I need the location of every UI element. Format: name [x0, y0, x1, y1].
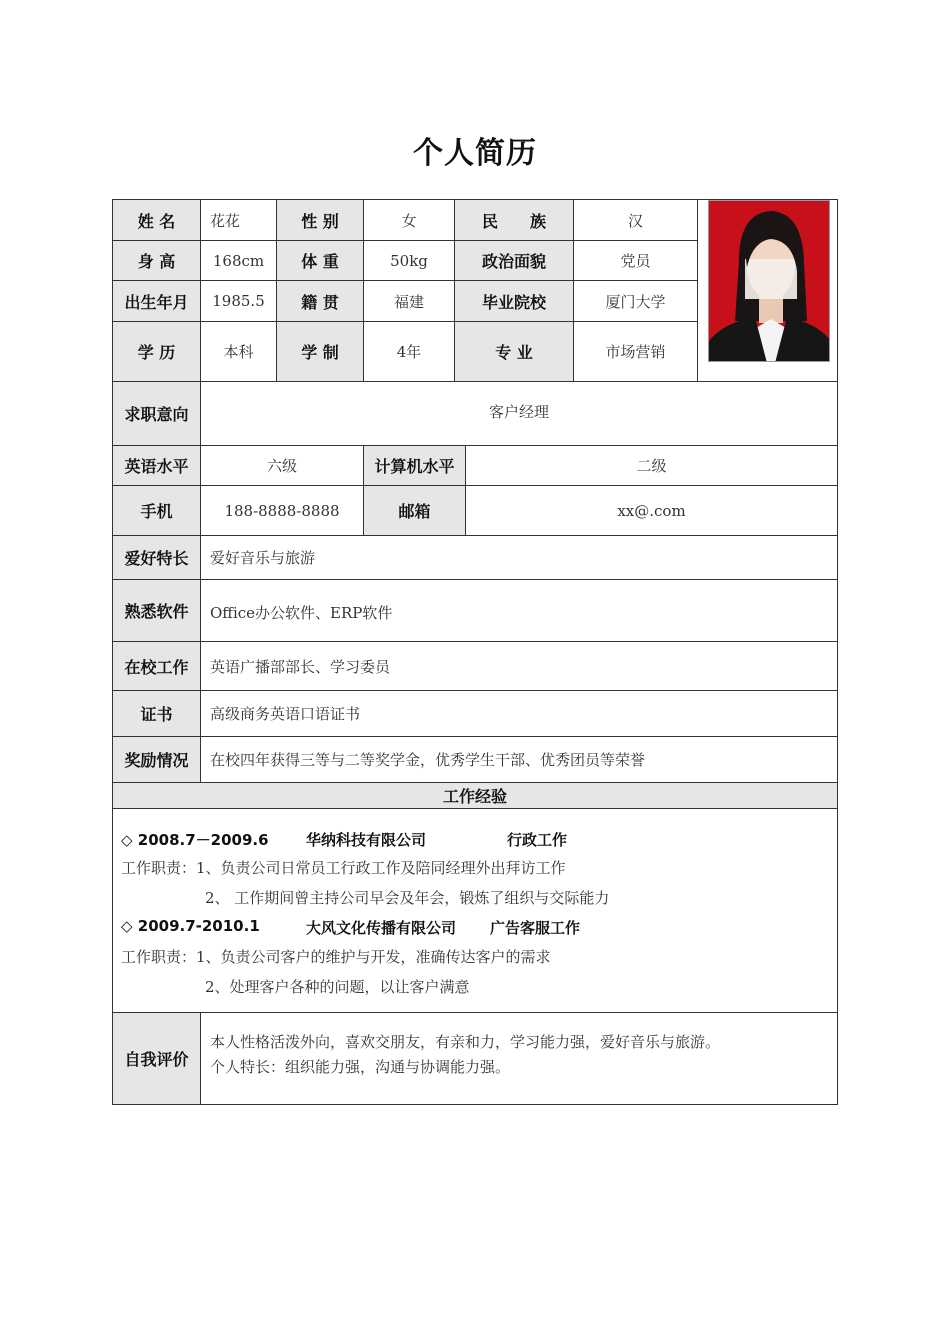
job-1-period: ◇ 2008.7－2009.6: [121, 831, 269, 849]
birth-label: 出生年月: [112, 280, 201, 322]
job-2-period: ◇ 2009.7-2010.1: [121, 917, 260, 935]
phone-value: 188-8888-8888: [200, 485, 364, 536]
education-value: 本科: [200, 321, 277, 382]
software-label: 熟悉软件: [112, 579, 201, 642]
awards-value: 在校四年获得三等与二等奖学金，优秀学生干部、优秀团员等荣誉: [200, 736, 838, 783]
job-2-position: 广告客服工作: [490, 919, 581, 937]
school-value: 厦门大学: [573, 280, 698, 322]
self-eval-label: 自我评价: [112, 1012, 201, 1105]
job-2-duty-2: 2、处理客户各种的问题，以让客户满意: [205, 978, 470, 996]
job-1-company: 华纳科技有限公司: [306, 831, 427, 849]
gender-label: 性 别: [276, 199, 364, 241]
political-value: 党员: [573, 240, 698, 281]
hobbies-value: 爱好音乐与旅游: [200, 535, 838, 580]
software-value: Office办公软件、ERP软件: [200, 579, 838, 642]
job-1-duty-1: 工作职责：1、负责公司日常员工行政工作及陪同经理外出拜访工作: [121, 859, 566, 877]
email-label: 邮箱: [363, 485, 466, 536]
english-value: 六级: [200, 445, 364, 486]
campus-value: 英语广播部部长、学习委员: [200, 641, 838, 691]
weight-value: 50kg: [363, 240, 455, 281]
job-1-position: 行政工作: [507, 831, 568, 849]
profile-photo: [708, 200, 830, 362]
major-value: 市场营销: [573, 321, 698, 382]
duration-label: 学 制: [276, 321, 364, 382]
education-label: 学 历: [112, 321, 201, 382]
hobbies-label: 爱好特长: [112, 535, 201, 580]
job-2-duty-1: 工作职责：1、负责公司客户的维护与开发，准确传达客户的需求: [121, 948, 551, 966]
certificates-value: 高级商务英语口语证书: [200, 690, 838, 737]
name-label: 姓 名: [112, 199, 201, 241]
hometown-value: 福建: [363, 280, 455, 322]
page-title: 个人简历: [413, 136, 537, 171]
height-label: 身 高: [112, 240, 201, 281]
weight-label: 体 重: [276, 240, 364, 281]
certificates-label: 证书: [112, 690, 201, 737]
political-label: 政治面貌: [454, 240, 574, 281]
portrait-image: [709, 201, 830, 362]
objective-value: 客户经理: [200, 381, 838, 446]
self-eval-line-1: 本人性格活泼外向，喜欢交朋友，有亲和力，学习能力强，爱好音乐与旅游。: [210, 1033, 721, 1051]
duration-value: 4年: [363, 321, 455, 382]
campus-label: 在校工作: [112, 641, 201, 691]
name-value: 花花: [200, 199, 277, 241]
computer-value: 二级: [465, 445, 838, 486]
phone-label: 手机: [112, 485, 201, 536]
major-label: 专 业: [454, 321, 574, 382]
awards-label: 奖励情况: [112, 736, 201, 783]
self-eval-line-2: 个人特长：组织能力强，沟通与协调能力强。: [210, 1058, 511, 1076]
ethnicity-value: 汉: [573, 199, 698, 241]
ethnicity-label: 民 族: [454, 199, 574, 241]
email-value: xx@.com: [465, 485, 838, 536]
job-1-duty-2: 2、 工作期间曾主持公司早会及年会，锻炼了组织与交际能力: [205, 889, 610, 907]
birth-value: 1985.5: [200, 280, 277, 322]
computer-label: 计算机水平: [363, 445, 466, 486]
english-label: 英语水平: [112, 445, 201, 486]
school-label: 毕业院校: [454, 280, 574, 322]
hometown-label: 籍 贯: [276, 280, 364, 322]
height-value: 168cm: [200, 240, 277, 281]
work-header: 工作经验: [112, 782, 838, 809]
job-2-company: 大风文化传播有限公司: [306, 919, 457, 937]
gender-value: 女: [363, 199, 455, 241]
objective-label: 求职意向: [112, 381, 201, 446]
